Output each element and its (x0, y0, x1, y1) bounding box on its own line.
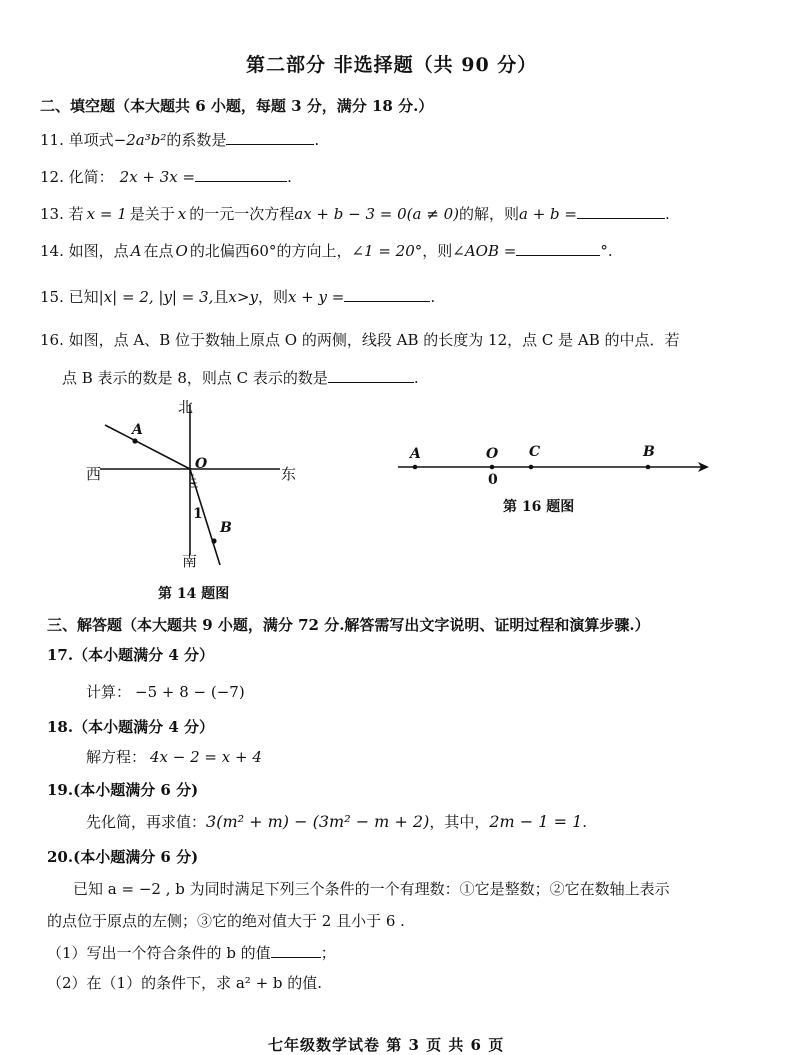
question-16-line1 (40, 329, 680, 350)
fig14-ray-oa (105, 425, 190, 469)
q20-line2: 的点位于原点的左侧；③它的绝对值大于 2 且小于 6 . (47, 912, 405, 930)
q12-number: 12. (40, 168, 64, 186)
section2-heading: 二、填空题（本大题共 6 小题，每题 3 分，满分 18 分.） (40, 97, 434, 115)
q14-end: °. (600, 242, 613, 260)
q14-expr1: ∠1 = 20° (351, 242, 423, 260)
q20-part1 (47, 942, 336, 963)
q14-point-a: A (130, 242, 142, 260)
q16-answer-blank[interactable] (328, 368, 414, 383)
q20-heading: 20.(本小题满分 6 分) (47, 848, 199, 866)
fig14-east-label: 东 (281, 465, 297, 483)
fig16-point-a (413, 465, 418, 470)
q15-expr2: x>y (228, 288, 258, 306)
q13-expr1: x = 1 (86, 205, 127, 223)
q19-heading: 19.(本小题满分 6 分) (47, 781, 199, 799)
q14-expr2: ∠AOB = (452, 242, 517, 260)
q18-expr: 4x − 2 = x + 4 (150, 748, 262, 766)
q14-pre: 如图，点 (68, 242, 129, 260)
fig14-b-label: B (220, 520, 232, 536)
q14-mid1: 在点 (143, 242, 174, 260)
q16-line2: 点 B 表示的数是 8，则点 C 表示的数是 (62, 369, 328, 387)
question-13 (40, 203, 670, 224)
q20-part1-end: ； (320, 944, 336, 962)
q15-expr1: |x| = 2, |y| = 3, (98, 288, 214, 306)
fig16-point-b (646, 465, 651, 470)
q13-mid3: 的解，则 (458, 205, 519, 223)
q13-var: x (177, 205, 187, 223)
fig14-point-b (211, 538, 216, 543)
q18-heading: 18.（本小题满分 4 分） (47, 718, 214, 736)
q17-heading: 17.（本小题满分 4 分） (47, 646, 214, 664)
q15-number: 15. (40, 288, 64, 306)
q14-mid2: 的北偏西 (189, 242, 250, 260)
q13-number: 13. (40, 205, 64, 223)
q12-expr: 2x + 3x = (119, 168, 196, 186)
q18-pre: 解方程： (86, 748, 147, 766)
q14-mid3: 的方向上， (276, 242, 352, 260)
page-footer: 七年级数学试卷 第 3 页 共 6 页 (268, 1036, 505, 1054)
q15-mid2: ，则 (257, 288, 288, 306)
fig14-south-label: 南 (182, 552, 198, 570)
q19-expr1: 3(m² + m) − (3m² − m + 2) (206, 812, 430, 831)
q13-expr3: a + b = (518, 205, 577, 223)
q11-pre: 单项式 (68, 131, 114, 149)
fig16-caption: 第 16 题图 (503, 499, 575, 515)
q20-part2: （2）在（1）的条件下，求 a² + b 的值. (47, 974, 323, 992)
q13-answer-blank[interactable] (577, 204, 665, 219)
q19-pre: 先化简，再求值： (86, 813, 207, 831)
q19-mid: ，其中， (429, 813, 490, 831)
q16-line1: 如图，点 A、B 位于数轴上原点 O 的两侧，线段 AB 的长度为 12，点 C 是 AB 的中点．若 (68, 331, 680, 349)
question-12 (40, 166, 292, 187)
fig14-angle-label: 1 (193, 506, 203, 522)
figure-16 (395, 455, 715, 485)
fig16-b-label: B (643, 444, 655, 460)
q13-mid2: 的一元一次方程 (189, 205, 295, 223)
q19-expr2: 2m − 1 = 1 (489, 812, 583, 831)
figure-14 (80, 395, 310, 575)
q15-pre: 已知 (68, 288, 99, 306)
fig14-west-label: 西 (86, 465, 102, 483)
fig16-o-label: O (486, 446, 499, 462)
q15-expr3: x + y = (287, 288, 345, 306)
q20-part1-blank[interactable] (271, 943, 321, 958)
q14-mid4: ，则 (422, 242, 453, 260)
q13-expr2: ax + b − 3 = 0(a ≠ 0) (294, 205, 459, 223)
q13-pre: 若 (68, 205, 84, 223)
q20-part1-text: （1）写出一个符合条件的 b 的值 (47, 944, 271, 962)
q12-answer-blank[interactable] (195, 167, 287, 182)
q11-number: 11. (40, 131, 64, 149)
section3-heading: 三、解答题（本大题共 9 小题，满分 72 分.解答需写出文字说明、证明过程和演算步骤.） (47, 616, 650, 634)
q17-expr: −5 + 8 − (−7) (135, 683, 245, 701)
q11-answer-blank[interactable] (226, 130, 314, 145)
q19-body (86, 811, 587, 832)
q12-end: . (287, 168, 292, 186)
q14-number: 14. (40, 242, 64, 260)
fig16-a-label: A (410, 446, 421, 462)
q15-mid1: 且 (213, 288, 229, 306)
q15-answer-blank[interactable] (344, 287, 430, 302)
q14-point-o: O (175, 242, 188, 260)
fig16-zero-label: 0 (488, 472, 498, 488)
fig14-point-a (132, 438, 137, 443)
q11-expr: −2a³b² (113, 131, 167, 149)
q13-mid1: 是关于 (129, 205, 175, 223)
q17-pre: 计算： (86, 683, 132, 701)
fig14-a-label: A (132, 422, 143, 438)
fig16-c-label: C (529, 444, 541, 460)
q16-end: . (413, 369, 419, 387)
q14-answer-blank[interactable] (516, 241, 600, 256)
q19-end: . (582, 813, 588, 831)
fig14-north-label: 北 (178, 398, 194, 416)
page-title: 第二部分 非选择题（共 90 分） (246, 54, 538, 76)
fig16-point-c (529, 465, 534, 470)
fig16-point-o (490, 465, 495, 470)
q15-end: . (430, 288, 436, 306)
q11-end: . (314, 131, 320, 149)
q20-line1: 已知 a = −2 , b 为同时满足下列三个条件的一个有理数：①它是整数；②它在数轴上表示 (73, 880, 670, 898)
fig14-o-label: O (195, 456, 208, 472)
q18-body (86, 746, 262, 767)
question-16-line2 (62, 367, 419, 388)
q14-angle: 60° (249, 242, 277, 260)
q16-number: 16. (40, 331, 64, 349)
question-14 (40, 240, 613, 261)
question-11 (40, 129, 319, 150)
q11-post: 的系数是 (166, 131, 227, 149)
question-15 (40, 286, 435, 307)
q13-end: . (664, 205, 670, 223)
q17-body (86, 681, 245, 702)
q12-pre: 化简： (68, 168, 114, 186)
fig14-caption: 第 14 题图 (158, 586, 230, 602)
